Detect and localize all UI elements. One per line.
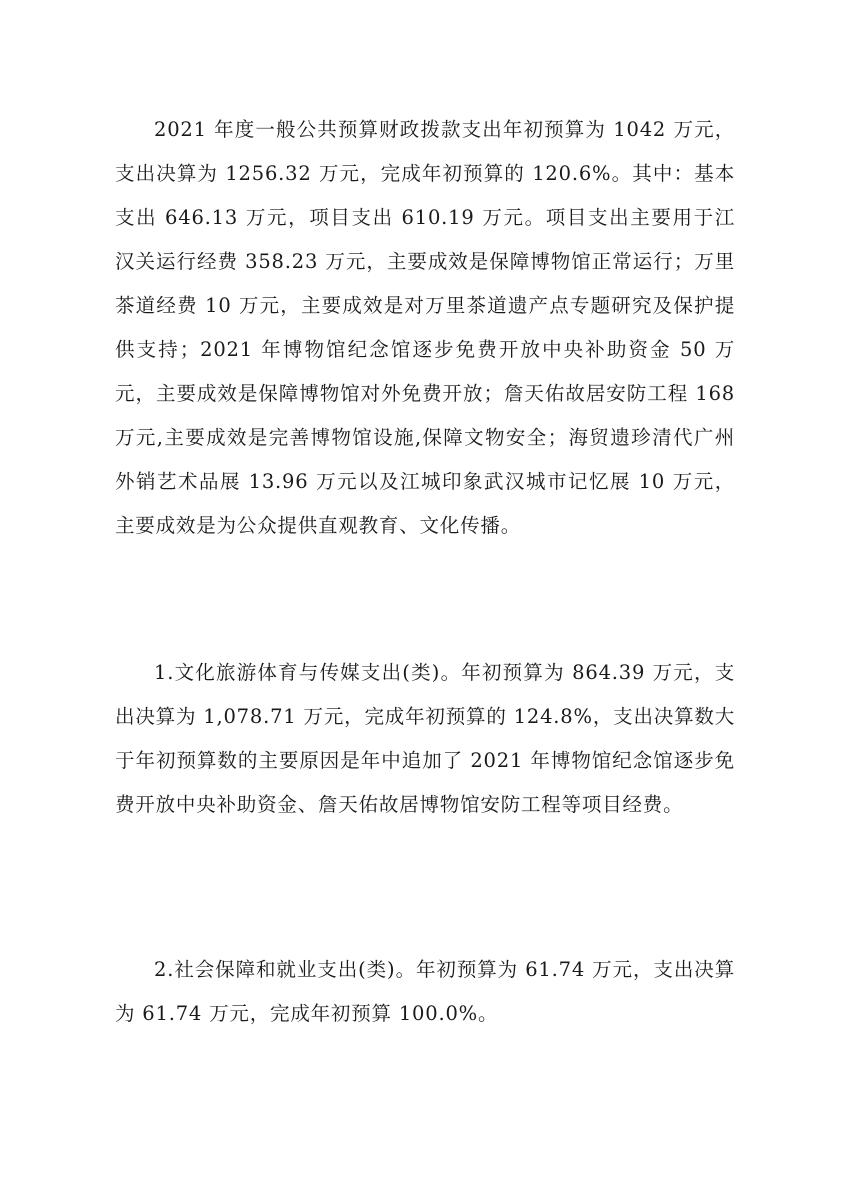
paragraph-culture-tourism-expenditure: 1.文化旅游体育与传媒支出(类)。年初预算为 864.39 万元，支出决算为 1,078.71 万元，完成年初预算的 124.8%，支出决算数大于年初预算数的主要原因是年中追加了 2021 年博物馆纪念馆逐步免费开放中央补助资金、詹天佑故居博物馆安防工程等项目经费。 bbox=[115, 661, 735, 816]
paragraph-general-budget: 2021 年度一般公共预算财政拨款支出年初预算为 1042 万元，支出决算为 1256.32 万元，完成年初预算的 120.6%。其中：基本支出 646.13 万元，项目支出 610.19 万元。项目支出主要用于江汉关运行经费 358.23 万元，主要成效是保障博物馆正常运行；万里茶道经费 10 万元，主要成效是对万里茶道遗产点专题研究及保护提供支持；2021 年博物馆纪念馆逐步免费开放中央补助资金 50 万元，主要成效是保障博物馆对外免费开放；詹天佑故居安防工程 168 万元,主要成效是完善博物馆设施,保障文物安全；海贸遗珍清代广州外销艺术品展 13.96 万元以及江城印象武汉城市记忆展 10 万元，主要成效是为公众提供直观教育、文化传播。 bbox=[115, 118, 735, 537]
paragraph-social-security-expenditure: 2.社会保障和就业支出(类)。年初预算为 61.74 万元，支出决算为 61.74 万元，完成年初预算 100.0%。 bbox=[115, 958, 735, 1025]
